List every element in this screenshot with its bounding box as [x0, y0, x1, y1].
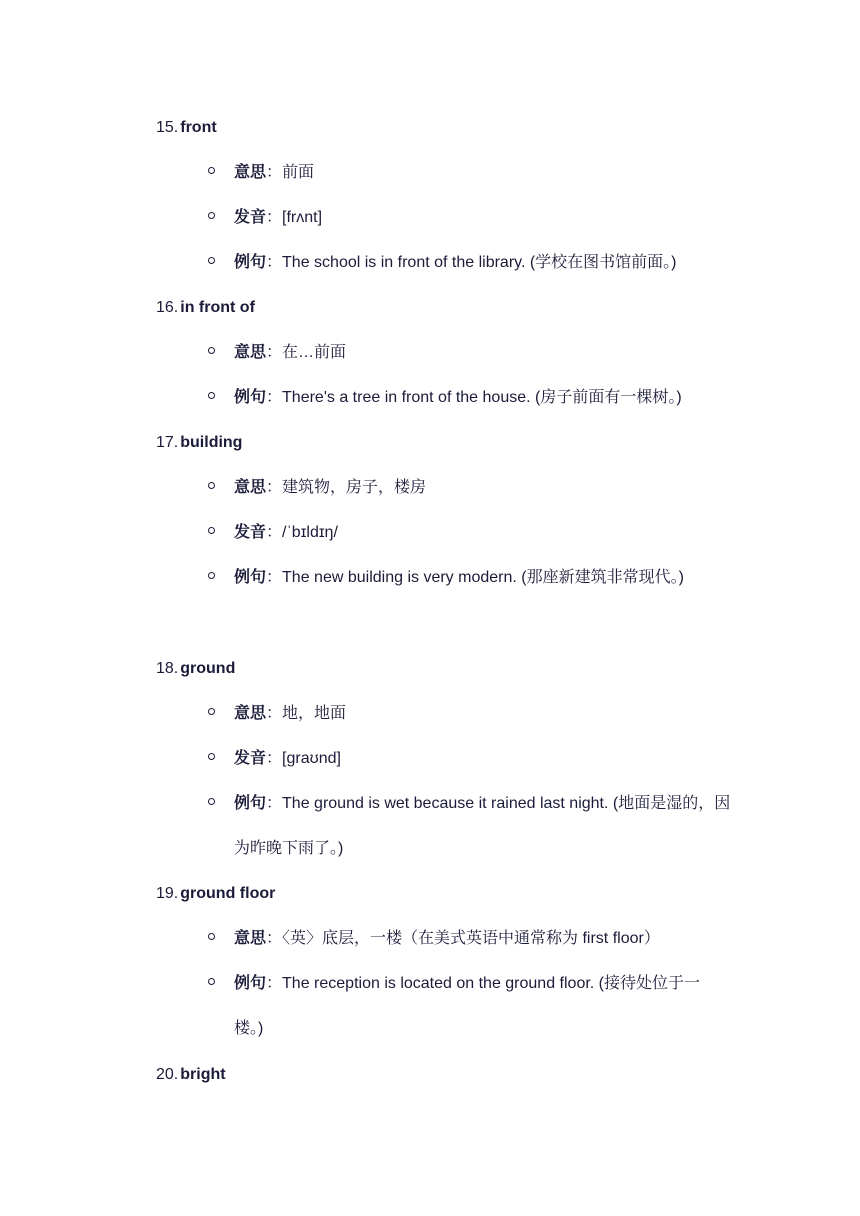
item-text: The reception is located on the ground floor. (接待处位于一楼。) [234, 975, 701, 1037]
item-label: 发音 [234, 209, 267, 226]
entry-number: 15. [156, 119, 179, 136]
item-text: 建筑物，房子，楼房 [282, 479, 427, 496]
item-label: 意思 [234, 930, 267, 947]
item-label: 例句 [234, 795, 267, 812]
list-item [208, 510, 748, 555]
item-separator: ： [266, 344, 283, 361]
entry-word: building [180, 434, 243, 451]
item-separator: ： [266, 569, 283, 586]
item-label: 意思 [234, 479, 267, 496]
item-text: [frʌnt] [282, 209, 323, 226]
entry-number: 17. [156, 434, 179, 451]
list-item [208, 465, 748, 510]
entry-heading [156, 882, 275, 906]
entry-heading [156, 116, 217, 140]
item-text: The ground is wet because it rained last night. (地面是湿的，因为昨晚下雨了。) [234, 795, 731, 857]
circle-bullet-icon [208, 572, 215, 579]
circle-bullet-icon [208, 527, 215, 534]
list-item [208, 736, 748, 781]
item-separator: ： [266, 705, 283, 722]
list-item [208, 150, 748, 195]
item-label: 例句 [234, 254, 267, 271]
list-item [208, 691, 748, 736]
entry-word: ground [180, 660, 236, 677]
circle-bullet-icon [208, 257, 215, 264]
circle-bullet-icon [208, 708, 215, 715]
circle-bullet-icon [208, 753, 215, 760]
item-separator: ： [266, 389, 283, 406]
list-item [208, 781, 748, 871]
list-item [208, 240, 748, 285]
item-label: 例句 [234, 569, 267, 586]
circle-bullet-icon [208, 482, 215, 489]
item-label: 意思 [234, 705, 267, 722]
item-separator: ： [266, 750, 283, 767]
item-separator: ： [266, 209, 283, 226]
item-separator: ： [266, 975, 283, 992]
item-label: 例句 [234, 389, 267, 406]
entry-number: 20. [156, 1066, 179, 1083]
list-item [208, 916, 748, 961]
item-separator: ： [266, 930, 283, 947]
item-text: The new building is very modern. (那座新建筑非常现代。) [282, 569, 684, 586]
item-text: 〈英〉底层，一楼（在美式英语中通常称为 first floor） [282, 930, 660, 947]
item-separator: ： [266, 164, 283, 181]
item-label: 意思 [234, 164, 267, 181]
item-label: 发音 [234, 750, 267, 767]
list-item [208, 555, 748, 600]
item-text: There's a tree in front of the house. (房子前面有一棵树。) [282, 389, 682, 406]
item-text: 地，地面 [282, 705, 347, 722]
list-item [208, 195, 748, 240]
entry-heading [156, 431, 242, 455]
circle-bullet-icon [208, 933, 215, 940]
item-label: 例句 [234, 975, 267, 992]
item-separator: ： [266, 795, 283, 812]
item-text: 前面 [282, 164, 315, 181]
circle-bullet-icon [208, 167, 215, 174]
entry-number: 18. [156, 660, 179, 677]
entry-word: ground floor [180, 885, 276, 902]
entry-heading [156, 1063, 226, 1087]
item-label: 意思 [234, 344, 267, 361]
item-text: The school is in front of the library. (学校在图书馆前面。) [282, 254, 677, 271]
item-separator: ： [266, 524, 283, 541]
entry-number: 19. [156, 885, 179, 902]
item-text: /ˈbɪldɪŋ/ [282, 524, 338, 541]
circle-bullet-icon [208, 978, 215, 985]
entry-number: 16. [156, 299, 179, 316]
circle-bullet-icon [208, 392, 215, 399]
item-separator: ： [266, 479, 283, 496]
circle-bullet-icon [208, 798, 215, 805]
list-item [208, 330, 748, 375]
entry-heading [156, 296, 255, 320]
entry-word: bright [180, 1066, 226, 1083]
list-item [208, 961, 748, 1051]
circle-bullet-icon [208, 212, 215, 219]
entry-word: front [180, 119, 217, 136]
circle-bullet-icon [208, 347, 215, 354]
item-label: 发音 [234, 524, 267, 541]
item-separator: ： [266, 254, 283, 271]
list-item [208, 375, 748, 420]
entry-heading [156, 657, 235, 681]
item-text: [graʊnd] [282, 750, 341, 767]
item-text: 在…前面 [282, 344, 347, 361]
entry-word: in front of [180, 299, 255, 316]
